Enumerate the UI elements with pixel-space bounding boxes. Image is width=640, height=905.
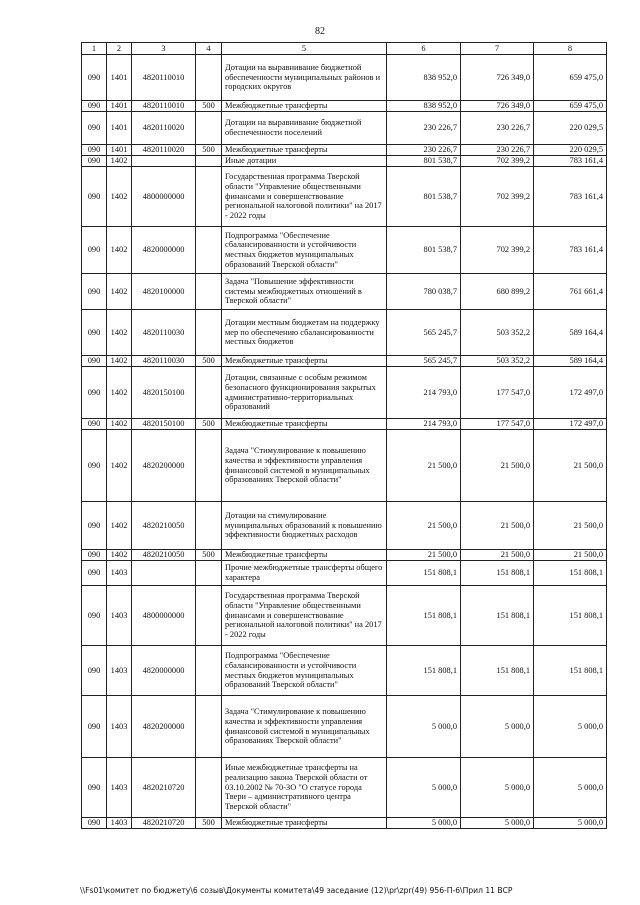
- row-amount-3-cell: 659 475,0: [534, 101, 607, 112]
- row-amount-1-cell: 151 808,1: [387, 646, 461, 696]
- row-amount-3-cell: 220 029,5: [534, 145, 607, 156]
- row-code-cell: 090: [82, 561, 107, 586]
- table-row: [82, 227, 607, 274]
- row-target-cell: 4820150100: [132, 367, 196, 419]
- row-code-cell: 090: [82, 696, 107, 758]
- row-amount-3-cell: 5 000,0: [534, 758, 607, 818]
- row-target-cell: 4800000000: [132, 167, 196, 227]
- row-amount-3-cell: 5 000,0: [534, 818, 607, 829]
- row-amount-3-cell: 783 161,4: [534, 156, 607, 167]
- row-amount-3-cell: 21 500,0: [534, 502, 607, 550]
- row-name-cell: Государственная программа Тверской области "Управление общественными финансами и совершенствование региональной налоговой политики" на 2017 - 2022 годы: [222, 167, 387, 227]
- row-amount-2-cell: 5 000,0: [461, 758, 534, 818]
- table-row: [82, 156, 607, 167]
- header-cell: 8: [534, 43, 607, 55]
- row-amount-2-cell: 21 500,0: [461, 430, 534, 502]
- row-name-cell: Межбюджетные трансферты: [222, 356, 387, 367]
- table-row: [82, 646, 607, 696]
- row-code-cell: 090: [82, 356, 107, 367]
- row-target-cell: 4820110030: [132, 356, 196, 367]
- row-amount-1-cell: 801 538,7: [387, 167, 461, 227]
- row-amount-1-cell: 21 500,0: [387, 550, 461, 561]
- row-target-cell: 4820200000: [132, 696, 196, 758]
- table-row: [82, 145, 607, 156]
- header-cell: 5: [222, 43, 387, 55]
- row-name-cell: Подпрограмма "Обеспечение сбалансированности и устойчивости местных бюджетов муниципальных образований Тверской области": [222, 227, 387, 274]
- row-section-cell: 1402: [107, 430, 132, 502]
- row-amount-3-cell: 151 808,1: [534, 646, 607, 696]
- table-row: [82, 167, 607, 227]
- row-target-cell: 4820150100: [132, 419, 196, 430]
- row-expense-type-cell: [196, 696, 222, 758]
- row-amount-3-cell: 220 029,5: [534, 112, 607, 145]
- row-amount-2-cell: 151 808,1: [461, 586, 534, 646]
- row-name-cell: Прочие межбюджетные трансферты общего характера: [222, 561, 387, 586]
- row-amount-1-cell: 5 000,0: [387, 696, 461, 758]
- row-amount-1-cell: 838 952,0: [387, 101, 461, 112]
- row-expense-type-cell: [196, 112, 222, 145]
- row-name-cell: Межбюджетные трансферты: [222, 550, 387, 561]
- table-row: [82, 696, 607, 758]
- table-row: [82, 586, 607, 646]
- row-amount-2-cell: 21 500,0: [461, 502, 534, 550]
- row-code-cell: 090: [82, 112, 107, 145]
- row-amount-2-cell: 230 226,7: [461, 112, 534, 145]
- row-code-cell: 090: [82, 586, 107, 646]
- row-target-cell: 4820110020: [132, 112, 196, 145]
- row-amount-2-cell: 726 349,0: [461, 55, 534, 101]
- row-amount-1-cell: 801 538,7: [387, 227, 461, 274]
- row-code-cell: 090: [82, 646, 107, 696]
- row-amount-3-cell: 172 497,0: [534, 419, 607, 430]
- table-row: [82, 561, 607, 586]
- table-row: [82, 274, 607, 310]
- row-code-cell: 090: [82, 101, 107, 112]
- row-name-cell: Межбюджетные трансферты: [222, 101, 387, 112]
- row-code-cell: 090: [82, 430, 107, 502]
- row-name-cell: Межбюджетные трансферты: [222, 145, 387, 156]
- row-target-cell: 4820200000: [132, 430, 196, 502]
- page-number: 82: [315, 26, 325, 37]
- row-amount-2-cell: 5 000,0: [461, 696, 534, 758]
- row-name-cell: Задача "Стимулирование к повышению качества и эффективности управления финансовой системой в муниципальных образованиях Тверской области": [222, 430, 387, 502]
- row-target-cell: 4820210050: [132, 502, 196, 550]
- table-row: [82, 758, 607, 818]
- row-amount-3-cell: 151 808,1: [534, 561, 607, 586]
- row-target-cell: 4820210720: [132, 818, 196, 829]
- row-code-cell: 090: [82, 818, 107, 829]
- row-code-cell: 090: [82, 550, 107, 561]
- row-amount-3-cell: 589 164,4: [534, 356, 607, 367]
- row-expense-type-cell: 500: [196, 145, 222, 156]
- row-amount-1-cell: 5 000,0: [387, 758, 461, 818]
- row-amount-2-cell: 151 808,1: [461, 646, 534, 696]
- row-section-cell: 1402: [107, 167, 132, 227]
- row-section-cell: 1403: [107, 758, 132, 818]
- row-expense-type-cell: [196, 502, 222, 550]
- row-target-cell: 4820100000: [132, 274, 196, 310]
- row-amount-3-cell: 172 497,0: [534, 367, 607, 419]
- row-name-cell: Дотации местным бюджетам на поддержку мер по обеспечению сбалансированности местных бюджетов: [222, 310, 387, 356]
- table-row: [82, 310, 607, 356]
- row-code-cell: 090: [82, 367, 107, 419]
- row-amount-1-cell: 214 793,0: [387, 419, 461, 430]
- row-code-cell: 090: [82, 502, 107, 550]
- row-amount-1-cell: 21 500,0: [387, 430, 461, 502]
- row-amount-1-cell: 565 245,7: [387, 356, 461, 367]
- row-target-cell: [132, 561, 196, 586]
- row-section-cell: 1403: [107, 696, 132, 758]
- row-expense-type-cell: [196, 167, 222, 227]
- row-name-cell: Государственная программа Тверской области "Управление общественными финансами и совершенствование региональной налоговой политики" на 2017 - 2022 годы: [222, 586, 387, 646]
- row-code-cell: 090: [82, 274, 107, 310]
- header-cell: 7: [461, 43, 534, 55]
- row-amount-3-cell: 21 500,0: [534, 550, 607, 561]
- row-target-cell: 4820000000: [132, 227, 196, 274]
- row-name-cell: Подпрограмма "Обеспечение сбалансированности и устойчивости местных бюджетов муниципальных образований Тверской области": [222, 646, 387, 696]
- row-code-cell: 090: [82, 55, 107, 101]
- row-amount-2-cell: 702 399,2: [461, 156, 534, 167]
- row-code-cell: 090: [82, 227, 107, 274]
- table-row: [82, 550, 607, 561]
- row-amount-2-cell: 680 899,2: [461, 274, 534, 310]
- row-amount-1-cell: 838 952,0: [387, 55, 461, 101]
- row-target-cell: [132, 156, 196, 167]
- row-amount-3-cell: 761 661,4: [534, 274, 607, 310]
- row-section-cell: 1403: [107, 818, 132, 829]
- row-name-cell: Дотации на выравнивание бюджетной обеспеченности муниципальных районов и городских округов: [222, 55, 387, 101]
- row-section-cell: 1402: [107, 502, 132, 550]
- row-section-cell: 1401: [107, 101, 132, 112]
- table-row: [82, 419, 607, 430]
- row-name-cell: Дотации на выравнивание бюджетной обеспеченности поселений: [222, 112, 387, 145]
- row-amount-1-cell: 5 000,0: [387, 818, 461, 829]
- row-target-cell: 4820000000: [132, 646, 196, 696]
- row-expense-type-cell: [196, 55, 222, 101]
- budget-table: [81, 42, 607, 829]
- row-amount-3-cell: 21 500,0: [534, 430, 607, 502]
- table-row: [82, 502, 607, 550]
- row-section-cell: 1402: [107, 550, 132, 561]
- row-amount-3-cell: 783 161,4: [534, 227, 607, 274]
- header-cell: 2: [107, 43, 132, 55]
- row-section-cell: 1401: [107, 145, 132, 156]
- row-section-cell: 1402: [107, 274, 132, 310]
- row-amount-1-cell: 801 538,7: [387, 156, 461, 167]
- row-expense-type-cell: 500: [196, 550, 222, 561]
- row-expense-type-cell: [196, 646, 222, 696]
- row-expense-type-cell: [196, 561, 222, 586]
- row-expense-type-cell: 500: [196, 356, 222, 367]
- row-section-cell: 1401: [107, 55, 132, 101]
- row-name-cell: Задача "Повышение эффективности системы межбюджетных отношений в Тверской области": [222, 274, 387, 310]
- row-amount-2-cell: 151 808,1: [461, 561, 534, 586]
- table-row: [82, 55, 607, 101]
- row-section-cell: 1403: [107, 561, 132, 586]
- row-section-cell: 1402: [107, 356, 132, 367]
- row-target-cell: 4820110030: [132, 310, 196, 356]
- row-section-cell: 1403: [107, 586, 132, 646]
- row-amount-2-cell: 702 399,2: [461, 227, 534, 274]
- row-amount-2-cell: 702 399,2: [461, 167, 534, 227]
- row-amount-1-cell: 151 808,1: [387, 586, 461, 646]
- row-amount-2-cell: 21 500,0: [461, 550, 534, 561]
- row-code-cell: 090: [82, 419, 107, 430]
- row-expense-type-cell: [196, 227, 222, 274]
- row-code-cell: 090: [82, 758, 107, 818]
- row-name-cell: Иные межбюджетные трансферты на реализацию закона Тверской области от 03.10.2002 № 70-ЗО "О статусе города Твери – административного центра Тверской области": [222, 758, 387, 818]
- row-amount-2-cell: 5 000,0: [461, 818, 534, 829]
- row-name-cell: Дотации, связанные с особым режимом безопасного функционирования закрытых административно-территориальных образований: [222, 367, 387, 419]
- row-name-cell: Иные дотации: [222, 156, 387, 167]
- table-row: [82, 367, 607, 419]
- row-name-cell: Межбюджетные трансферты: [222, 419, 387, 430]
- row-code-cell: 090: [82, 156, 107, 167]
- row-amount-3-cell: 783 161,4: [534, 167, 607, 227]
- row-section-cell: 1403: [107, 646, 132, 696]
- row-section-cell: 1402: [107, 227, 132, 274]
- row-code-cell: 090: [82, 167, 107, 227]
- row-amount-1-cell: 230 226,7: [387, 145, 461, 156]
- row-amount-1-cell: 565 245,7: [387, 310, 461, 356]
- row-name-cell: Дотации на стимулирование муниципальных образований к повышению эффективности бюджетных расходов: [222, 502, 387, 550]
- row-amount-1-cell: 230 226,7: [387, 112, 461, 145]
- header-cell: 4: [196, 43, 222, 55]
- header-cell: 6: [387, 43, 461, 55]
- table-row: [82, 818, 607, 829]
- row-target-cell: 4800000000: [132, 586, 196, 646]
- row-expense-type-cell: 500: [196, 101, 222, 112]
- row-amount-2-cell: 177 547,0: [461, 419, 534, 430]
- table-row: [82, 112, 607, 145]
- row-target-cell: 4820110010: [132, 101, 196, 112]
- row-section-cell: 1402: [107, 367, 132, 419]
- row-expense-type-cell: 500: [196, 818, 222, 829]
- row-section-cell: 1402: [107, 156, 132, 167]
- row-section-cell: 1401: [107, 112, 132, 145]
- row-section-cell: 1402: [107, 310, 132, 356]
- row-amount-3-cell: 5 000,0: [534, 696, 607, 758]
- row-section-cell: 1402: [107, 419, 132, 430]
- row-expense-type-cell: [196, 274, 222, 310]
- row-name-cell: Межбюджетные трансферты: [222, 818, 387, 829]
- row-amount-3-cell: 589 164,4: [534, 310, 607, 356]
- header-cell: 1: [82, 43, 107, 55]
- row-amount-2-cell: 503 352,2: [461, 356, 534, 367]
- row-code-cell: 090: [82, 310, 107, 356]
- row-amount-1-cell: 151 808,1: [387, 561, 461, 586]
- row-amount-1-cell: 21 500,0: [387, 502, 461, 550]
- row-amount-3-cell: 151 808,1: [534, 586, 607, 646]
- row-target-cell: 4820210050: [132, 550, 196, 561]
- row-target-cell: 4820110020: [132, 145, 196, 156]
- row-expense-type-cell: [196, 758, 222, 818]
- footer-file-path: \\Fs01\комитет по бюджету\6 созыв\Документы комитета\49 заседание (12)\pr\zpr(49) 956-П-6\Прил 11 ВСР: [80, 886, 513, 895]
- row-amount-2-cell: 726 349,0: [461, 101, 534, 112]
- row-expense-type-cell: [196, 367, 222, 419]
- row-amount-2-cell: 503 352,2: [461, 310, 534, 356]
- table-header-row: [82, 43, 607, 55]
- row-expense-type-cell: [196, 586, 222, 646]
- row-expense-type-cell: [196, 430, 222, 502]
- row-expense-type-cell: 500: [196, 419, 222, 430]
- row-code-cell: 090: [82, 145, 107, 156]
- row-expense-type-cell: [196, 310, 222, 356]
- row-target-cell: 4820110010: [132, 55, 196, 101]
- row-name-cell: Задача "Стимулирование к повышению качества и эффективности управления финансовой системой в муниципальных образованиях Тверской области": [222, 696, 387, 758]
- table-row: [82, 430, 607, 502]
- header-cell: 3: [132, 43, 196, 55]
- row-amount-2-cell: 230 226,7: [461, 145, 534, 156]
- row-amount-1-cell: 214 793,0: [387, 367, 461, 419]
- table-row: [82, 356, 607, 367]
- row-expense-type-cell: [196, 156, 222, 167]
- table-row: [82, 101, 607, 112]
- row-amount-1-cell: 780 038,7: [387, 274, 461, 310]
- row-amount-2-cell: 177 547,0: [461, 367, 534, 419]
- row-target-cell: 4820210720: [132, 758, 196, 818]
- row-amount-3-cell: 659 475,0: [534, 55, 607, 101]
